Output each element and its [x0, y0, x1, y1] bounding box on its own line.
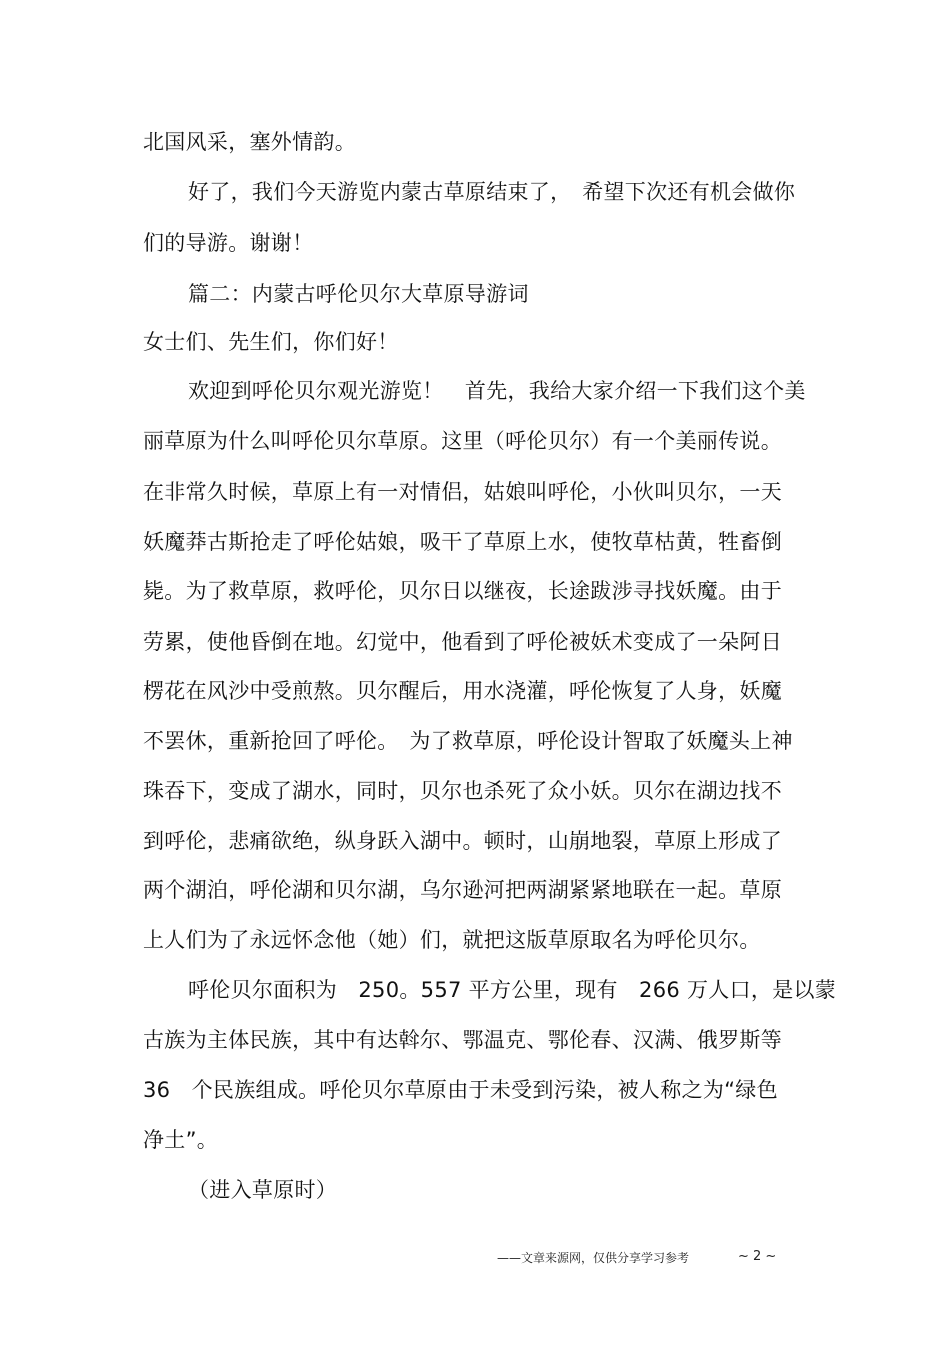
text-line: 古族为主体民族，其中有达斡尔、鄂温克、鄂伦春、汉满、俄罗斯等	[143, 1028, 782, 1052]
footer-source-note: ——文章来源网，仅供分享学习参考	[497, 1251, 690, 1265]
text-line: 净土”。	[143, 1128, 219, 1152]
text-line: 丽草原为什么叫呼伦贝尔草原。这里（呼伦贝尔）有一个美丽传说。	[143, 429, 782, 453]
text-line: 上人们为了永远怀念他（她）们，就把这版草原取名为呼伦贝尔。	[143, 928, 761, 952]
text-line: 妖魔莽古斯抢走了呼伦姑娘，吸干了草原上水，使牧草枯黄，牲畜倒	[143, 530, 782, 554]
text-line: 36 个民族组成。呼伦贝尔草原由于未受到污染，被人称之为“绿色	[143, 1078, 778, 1102]
text-line: 呼伦贝尔面积为 250。557 平方公里，现有 266 万人口，是以蒙	[188, 978, 837, 1002]
text-line: 劳累，使他昏倒在地。幻觉中，他看到了呼伦被妖术变成了一朵阿日	[143, 630, 782, 654]
text-line: 们的导游。谢谢！	[143, 231, 314, 255]
text-line: 在非常久时候，草原上有一对情侣，姑娘叫呼伦，小伙叫贝尔，一天	[143, 480, 782, 504]
section-heading: 篇二：内蒙古呼伦贝尔大草原导游词	[188, 282, 529, 306]
text-line: 北国风采，塞外情韵。	[143, 130, 356, 154]
text-line: 不罢休，重新抢回了呼伦。 为了救草原，呼伦设计智取了妖魔头上神	[143, 729, 793, 753]
text-line: 毙。为了救草原，救呼伦，贝尔日以继夜，长途跋涉寻找妖魔。由于	[143, 579, 782, 603]
text-line: 欢迎到呼伦贝尔观光游览！ 首先，我给大家介绍一下我们这个美	[188, 379, 806, 403]
text-line: （进入草原时）	[188, 1178, 338, 1202]
text-line: 到呼伦，悲痛欲绝，纵身跃入湖中。顿时，山崩地裂，草原上形成了	[143, 829, 782, 853]
text-line: 两个湖泊，呼伦湖和贝尔湖，乌尔逊河把两湖紧紧地联在一起。草原	[143, 878, 782, 902]
text-line: 楞花在风沙中受煎熬。贝尔醒后，用水浇灌，呼伦恢复了人身，妖魔	[143, 679, 782, 703]
text-line: 珠吞下，变成了湖水，同时，贝尔也杀死了众小妖。贝尔在湖边找不	[143, 779, 782, 803]
page-number: ~ 2 ~	[738, 1249, 777, 1264]
text-line: 好了，我们今天游览内蒙古草原结束了， 希望下次还有机会做你	[188, 180, 796, 204]
text-line: 女士们、先生们，你们好！	[143, 330, 399, 354]
